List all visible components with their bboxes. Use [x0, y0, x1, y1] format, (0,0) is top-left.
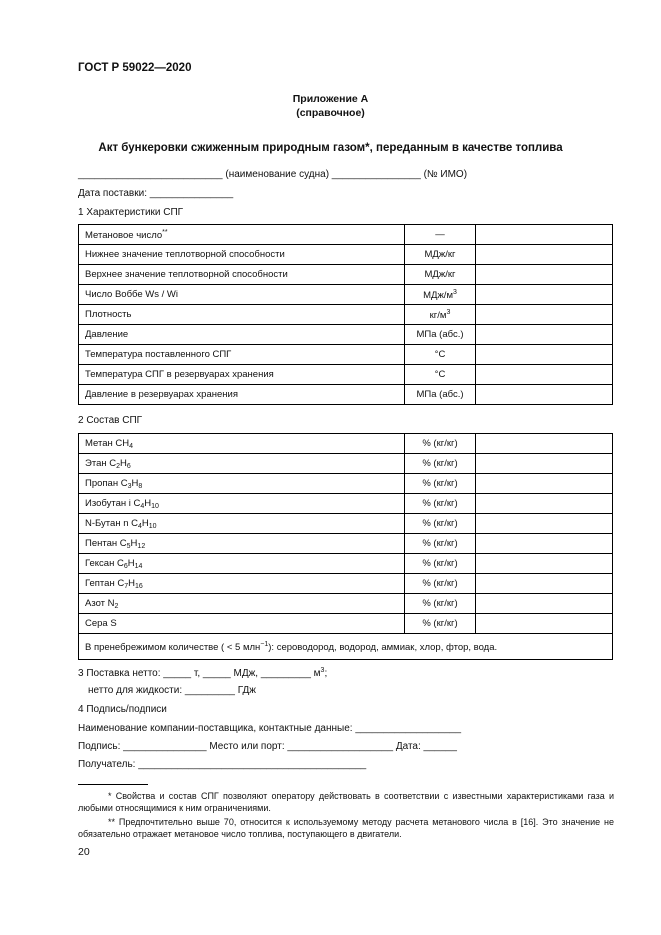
- parameter-unit: °C: [405, 345, 476, 365]
- value-cell[interactable]: [476, 534, 613, 554]
- trace-components-row: [79, 634, 613, 660]
- parameter-unit: МДж/кг: [405, 245, 476, 265]
- parameter-name: Температура поставленного СПГ: [79, 345, 405, 365]
- component-unit: % (кг/кг): [405, 614, 476, 634]
- value-cell[interactable]: [476, 245, 613, 265]
- parameter-name: Давление в резервуарах хранения: [79, 385, 405, 405]
- component-name: N-Бутан n $C_4H_{10}$: [79, 514, 405, 534]
- table-row: [79, 474, 613, 494]
- signature-line: Подпись: _______________ Место или порт: ___________________ Дата: ______: [78, 741, 457, 752]
- recipient-line: Получатель: _________________________________________: [78, 759, 367, 770]
- component-name: Гексан $C_6H_{14}$: [79, 554, 405, 574]
- section-4-title: 4 Подпись/подписи: [78, 704, 167, 715]
- table-row: [79, 325, 613, 345]
- parameter-unit: МДж/$м^3$: [405, 285, 476, 305]
- value-cell[interactable]: [476, 474, 613, 494]
- component-unit: % (кг/кг): [405, 474, 476, 494]
- parameter-unit: МДж/кг: [405, 265, 476, 285]
- table-row: [79, 225, 613, 245]
- parameter-unit: МПа (абс.): [405, 385, 476, 405]
- table-row: [79, 265, 613, 285]
- component-unit: % (кг/кг): [405, 574, 476, 594]
- value-cell[interactable]: [476, 305, 613, 325]
- value-cell[interactable]: [476, 454, 613, 474]
- component-name: Этан $C_2H_6$: [79, 454, 405, 474]
- table-row: [79, 434, 613, 454]
- value-cell[interactable]: [476, 325, 613, 345]
- table-row: [79, 494, 613, 514]
- supplier-company-line: Наименование компании-поставщика, контактные данные: ___________________: [78, 723, 462, 734]
- component-unit: % (кг/кг): [405, 594, 476, 614]
- component-name: Азот $N_2$: [79, 594, 405, 614]
- parameter-name: Давление: [79, 325, 405, 345]
- page-number: 20: [78, 846, 90, 858]
- net-liquid-line: нетто для жидкости: _________ ГДж: [88, 685, 256, 696]
- component-name: Пентан $C_5H_{12}$: [79, 534, 405, 554]
- section-2-title: 2 Состав СПГ: [78, 415, 143, 426]
- table-row: [79, 514, 613, 534]
- component-unit: % (кг/кг): [405, 494, 476, 514]
- value-cell[interactable]: [476, 365, 613, 385]
- component-name: Изобутан i $C_4H_{10}$: [79, 494, 405, 514]
- net-delivery-line: 3 Поставка нетто: _____ т, _____ МДж, _________ $м^3$;: [78, 667, 328, 679]
- value-cell[interactable]: [476, 225, 613, 245]
- value-cell[interactable]: [476, 385, 613, 405]
- value-cell[interactable]: [476, 574, 613, 594]
- vessel-line: __________________________ (наименование судна) ________________ (№ ИМО): [78, 169, 468, 180]
- value-cell[interactable]: [476, 494, 613, 514]
- table-row: [79, 345, 613, 365]
- appendix-title: Приложение А: [292, 93, 369, 105]
- footnote-2: ** Предпочтительно выше 70, относится к используемому методу расчета метанового числа в [16]. Это значение не обязательно отражает метановое число топлива, поступающего в двигатели.: [78, 817, 614, 839]
- component-unit: % (кг/кг): [405, 434, 476, 454]
- parameter-unit: $кг/м^3$: [405, 305, 476, 325]
- value-cell[interactable]: [476, 594, 613, 614]
- component-unit: % (кг/кг): [405, 534, 476, 554]
- footnote-1: * Свойства и состав СПГ позволяют оператору действовать в соответствии с известными характеристиками газа и любыми относящимися к ним ограничениями.: [78, 791, 614, 813]
- appendix-subtitle: (справочное): [296, 107, 365, 119]
- section-1-title: 1 Характеристики СПГ: [78, 207, 184, 218]
- table-row: [79, 305, 613, 325]
- value-cell[interactable]: [476, 434, 613, 454]
- document-code: ГОСТ Р 59022—2020: [78, 62, 192, 74]
- parameter-unit: °C: [405, 365, 476, 385]
- value-cell[interactable]: [476, 285, 613, 305]
- table-row: [79, 454, 613, 474]
- table-row: [79, 594, 613, 614]
- component-name: Метан $CH_4$: [79, 434, 405, 454]
- value-cell[interactable]: [476, 554, 613, 574]
- table-row: [79, 574, 613, 594]
- lng-composition-table: [78, 433, 613, 660]
- table-row: [79, 614, 613, 634]
- parameter-name: Число Воббе Ws / Wi: [79, 285, 405, 305]
- component-name: Сера S: [79, 614, 405, 634]
- component-unit: % (кг/кг): [405, 554, 476, 574]
- table-row: [79, 385, 613, 405]
- table-row: [79, 285, 613, 305]
- trace-components-text: В пренебрежимом количестве ( < 5 млн$^{-1}$): сероводород, водород, аммиак, хлор, фтор, вода.: [79, 634, 613, 660]
- component-name: Пропан $C_3H_8$: [79, 474, 405, 494]
- value-cell[interactable]: [476, 345, 613, 365]
- parameter-unit: МПа (абс.): [405, 325, 476, 345]
- table-row: [79, 365, 613, 385]
- table-row: [79, 245, 613, 265]
- component-unit: % (кг/кг): [405, 454, 476, 474]
- parameter-name: Плотность: [79, 305, 405, 325]
- delivery-date-line: Дата поставки: _______________: [78, 188, 234, 199]
- table-row: [79, 534, 613, 554]
- value-cell[interactable]: [476, 514, 613, 534]
- component-name: Гептан $C_7H_{16}$: [79, 574, 405, 594]
- parameter-name: Температура СПГ в резервуарах хранения: [79, 365, 405, 385]
- table-row: [79, 554, 613, 574]
- parameter-unit: —: [405, 225, 476, 245]
- value-cell[interactable]: [476, 614, 613, 634]
- act-title: Акт бункеровки сжиженным природным газом*, переданным в качестве топлива: [98, 142, 563, 154]
- value-cell[interactable]: [476, 265, 613, 285]
- parameter-name: Метановое число**: [79, 225, 405, 245]
- lng-characteristics-table: [78, 224, 613, 405]
- footnote-divider: [78, 784, 148, 785]
- parameter-name: Нижнее значение теплотворной способности: [79, 245, 405, 265]
- component-unit: % (кг/кг): [405, 514, 476, 534]
- parameter-name: Верхнее значение теплотворной способности: [79, 265, 405, 285]
